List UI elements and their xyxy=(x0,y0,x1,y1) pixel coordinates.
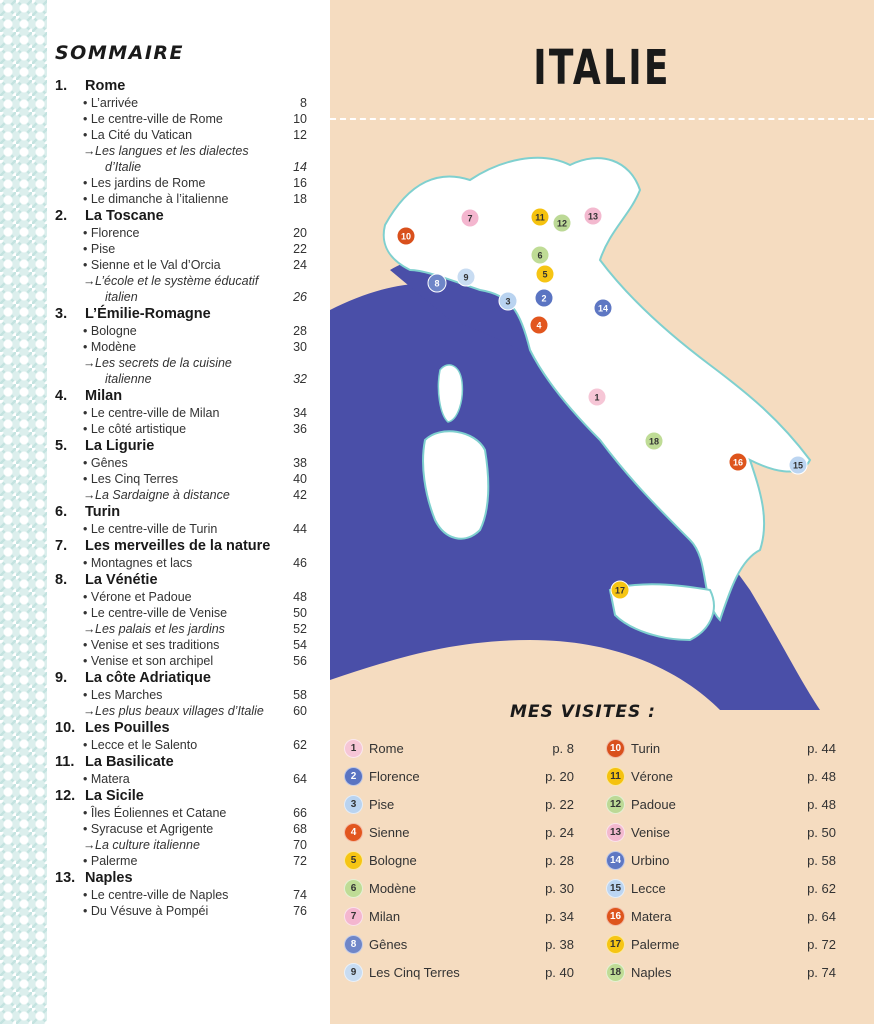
toc-entry-text: italien xyxy=(105,290,138,304)
visit-page: p. 40 xyxy=(545,964,574,980)
toc-entry-page: 62 xyxy=(293,738,307,752)
toc-entry-text: → La culture italienne xyxy=(83,837,277,853)
toc-chapter xyxy=(55,77,310,95)
toc-entry xyxy=(55,355,310,371)
visit-number-badge: 7 xyxy=(344,907,363,926)
toc-entry xyxy=(55,323,310,339)
toc-entry-text: • Venise et son archipel xyxy=(83,653,277,669)
toc-entry xyxy=(55,637,310,653)
toc-entry-page: 32 xyxy=(293,372,307,386)
visit-page: p. 28 xyxy=(545,852,574,868)
visit-page: p. 50 xyxy=(807,824,836,840)
visit-page: p. 30 xyxy=(545,880,574,896)
visit-name: Palerme xyxy=(631,936,680,952)
toc-list xyxy=(55,77,310,919)
toc-entry-text: • Le centre-ville de Rome xyxy=(83,111,277,127)
map-marker-label: 7 xyxy=(467,213,473,224)
toc-entry xyxy=(55,159,310,175)
toc-chapter-number: 12. xyxy=(55,788,76,804)
toc-entry xyxy=(55,421,310,437)
map-marker-label: 6 xyxy=(537,250,543,261)
toc-entry xyxy=(55,805,310,821)
visit-number-badge: 1 xyxy=(344,739,363,758)
visit-number-badge: 18 xyxy=(606,963,625,982)
toc-entry xyxy=(55,703,310,719)
visit-page: p. 58 xyxy=(807,852,836,868)
toc-entry-page: 8 xyxy=(300,96,307,110)
toc-title: SOMMAIRE xyxy=(55,42,185,64)
toc-entry xyxy=(55,95,310,111)
visit-number-badge: 6 xyxy=(344,879,363,898)
visit-row xyxy=(606,790,836,818)
toc-entry-page: 66 xyxy=(293,806,307,820)
visit-name: Padoue xyxy=(631,796,676,812)
visit-number-badge: 11 xyxy=(606,767,625,786)
toc-chapter-title: Rome xyxy=(85,78,126,94)
toc-entry-page: 44 xyxy=(293,522,307,536)
visit-name: Pise xyxy=(369,796,395,812)
visit-row xyxy=(606,734,836,762)
map-marker-label: 15 xyxy=(792,460,804,471)
toc-entry xyxy=(55,821,310,837)
toc-chapter-number: 2. xyxy=(55,208,68,224)
toc-chapter xyxy=(55,537,310,555)
toc-entry-page: 54 xyxy=(293,638,307,652)
visit-page: p. 74 xyxy=(807,964,836,980)
visit-name: Lecce xyxy=(631,880,666,896)
toc-entry-text: • Lecce et le Salento xyxy=(83,737,277,753)
map-marker-label: 17 xyxy=(614,585,626,596)
toc-chapter xyxy=(55,305,310,323)
toc-entry-page: 16 xyxy=(293,176,307,190)
toc-entry-page xyxy=(277,273,307,289)
visit-name: Vérone xyxy=(631,768,673,784)
map-marker-label: 12 xyxy=(556,218,568,229)
toc-entry-text: → Les plus beaux villages d’Italie xyxy=(83,703,277,719)
toc-chapter-title: Turin xyxy=(85,504,121,520)
toc-chapter xyxy=(55,719,310,737)
visit-name: Rome xyxy=(369,740,404,756)
toc-entry xyxy=(55,143,310,159)
toc-entry-page: 50 xyxy=(293,606,307,620)
visit-name: Gênes xyxy=(369,936,408,952)
visit-name: Modène xyxy=(369,880,416,896)
toc-entry xyxy=(55,605,310,621)
toc-entry-text: • Îles Éoliennes et Catane xyxy=(83,805,277,821)
toc-entry-page xyxy=(277,355,307,371)
visit-row xyxy=(606,846,836,874)
toc-entry xyxy=(55,471,310,487)
visit-number-badge: 2 xyxy=(344,767,363,786)
toc-entry-text: • Les jardins de Rome xyxy=(83,175,277,191)
visit-row xyxy=(344,762,574,790)
toc-entry-text: • Vérone et Padoue xyxy=(83,589,277,605)
decorative-border xyxy=(0,0,47,1024)
toc-entry-text: • Le centre-ville de Milan xyxy=(83,405,277,421)
map-panel xyxy=(330,0,874,1024)
toc-entry xyxy=(55,837,310,853)
visit-row xyxy=(606,958,836,986)
toc-chapter-number: 6. xyxy=(55,504,68,520)
toc-entry-text: → Les palais et les jardins xyxy=(83,621,277,637)
toc-chapter xyxy=(55,503,310,521)
toc-chapter-number: 9. xyxy=(55,670,68,686)
toc-entry xyxy=(55,273,310,289)
visit-number-badge: 16 xyxy=(606,907,625,926)
toc-entry-text: • Les Marches xyxy=(83,687,277,703)
visit-row xyxy=(606,902,836,930)
toc-entry-text: • Le centre-ville de Naples xyxy=(83,887,277,903)
toc-entry-page: 14 xyxy=(293,160,307,174)
toc-entry-page: 68 xyxy=(293,822,307,836)
toc-entry xyxy=(55,257,310,273)
toc-entry-text: • Montagnes et lacs xyxy=(83,555,277,571)
visit-name: Turin xyxy=(631,740,661,756)
map-marker-label: 18 xyxy=(648,436,660,447)
toc-entry xyxy=(55,589,310,605)
toc-entry-page: 42 xyxy=(293,488,307,502)
visit-number-badge: 3 xyxy=(344,795,363,814)
map-marker-label: 9 xyxy=(463,272,469,283)
toc-entry-text: • Le centre-ville de Venise xyxy=(83,605,277,621)
map-marker-label: 3 xyxy=(505,296,511,307)
toc-chapter xyxy=(55,669,310,687)
toc-entry-text: • Sienne et le Val d’Orcia xyxy=(83,257,277,273)
visit-page: p. 20 xyxy=(545,768,574,784)
toc-entry xyxy=(55,555,310,571)
toc-chapter-number: 1. xyxy=(55,78,68,94)
toc-chapter-number: 7. xyxy=(55,538,68,554)
toc-entry-text: • La Cité du Vatican xyxy=(83,127,277,143)
toc-entry-text: • Le dimanche à l’italienne xyxy=(83,191,277,207)
toc-entry-page: 38 xyxy=(293,456,307,470)
toc-entry-page: 70 xyxy=(293,838,307,852)
map-marker-label: 5 xyxy=(542,269,548,280)
italy-map xyxy=(330,120,874,710)
visit-page: p. 24 xyxy=(545,824,574,840)
visits-title: MES VISITES : xyxy=(510,702,656,722)
visits-list-left xyxy=(344,734,574,986)
visit-number-badge: 12 xyxy=(606,795,625,814)
visit-row xyxy=(606,874,836,902)
toc-entry-text: • Le côté artistique xyxy=(83,421,277,437)
map-marker-label: 4 xyxy=(536,320,542,331)
toc-entry xyxy=(55,371,310,387)
toc-chapter-title: Milan xyxy=(85,388,123,404)
toc-entry-page: 10 xyxy=(293,112,307,126)
toc-entry-text: • Pise xyxy=(83,241,277,257)
visit-row xyxy=(344,818,574,846)
visit-row xyxy=(344,930,574,958)
map-title: ITALIE xyxy=(533,40,671,96)
toc-entry-page: 74 xyxy=(293,888,307,902)
visit-page: p. 34 xyxy=(545,908,574,924)
toc-chapter-title: Naples xyxy=(85,870,133,886)
toc-entry-page: 24 xyxy=(293,258,307,272)
visit-row xyxy=(606,930,836,958)
toc-chapter-title: La Basilicate xyxy=(85,754,174,770)
toc-entry-text: → L’école et le système éducatif xyxy=(83,273,277,289)
toc-chapter xyxy=(55,571,310,589)
toc-chapter-number: 10. xyxy=(55,720,76,736)
toc-entry-page: 20 xyxy=(293,226,307,240)
visit-row xyxy=(606,818,836,846)
toc-chapter xyxy=(55,207,310,225)
toc-entry-page: 76 xyxy=(293,904,307,918)
visit-number-badge: 4 xyxy=(344,823,363,842)
toc-entry xyxy=(55,653,310,669)
toc-entry xyxy=(55,621,310,637)
toc-entry-text: • Gênes xyxy=(83,455,277,471)
toc-entry xyxy=(55,487,310,503)
visit-number-badge: 10 xyxy=(606,739,625,758)
toc-entry-text: • Bologne xyxy=(83,323,277,339)
toc-entry xyxy=(55,289,310,305)
toc-entry-text: • Palerme xyxy=(83,853,277,869)
visit-page: p. 22 xyxy=(545,796,574,812)
toc-entry xyxy=(55,127,310,143)
toc-entry xyxy=(55,191,310,207)
toc-entry-page: 30 xyxy=(293,340,307,354)
toc-entry-page: 58 xyxy=(293,688,307,702)
visit-number-badge: 17 xyxy=(606,935,625,954)
visit-number-badge: 13 xyxy=(606,823,625,842)
visit-number-badge: 15 xyxy=(606,879,625,898)
table-of-contents xyxy=(55,42,310,919)
visits-list-right xyxy=(606,734,836,986)
visit-page: p. 62 xyxy=(807,880,836,896)
toc-entry-page: 64 xyxy=(293,772,307,786)
toc-chapter-number: 8. xyxy=(55,572,68,588)
visit-row xyxy=(344,846,574,874)
toc-chapter-title: La Toscane xyxy=(85,208,164,224)
visit-number-badge: 14 xyxy=(606,851,625,870)
toc-entry-text: • L’arrivée xyxy=(83,95,277,111)
visit-row xyxy=(606,762,836,790)
map-marker-label: 8 xyxy=(434,278,440,289)
toc-entry xyxy=(55,687,310,703)
toc-entry-text: • Les Cinq Terres xyxy=(83,471,277,487)
toc-entry-text: → La Sardaigne à distance xyxy=(83,487,277,503)
visit-name: Urbino xyxy=(631,852,670,868)
toc-chapter xyxy=(55,753,310,771)
toc-entry-text: • Du Vésuve à Pompéi xyxy=(83,903,277,919)
toc-chapter-number: 13. xyxy=(55,870,76,886)
visit-row xyxy=(344,958,574,986)
toc-chapter-number: 3. xyxy=(55,306,68,322)
visit-name: Sienne xyxy=(369,824,410,840)
toc-entry-page: 52 xyxy=(293,622,307,636)
visit-page: p. 44 xyxy=(807,740,836,756)
toc-entry xyxy=(55,887,310,903)
visit-page: p. 38 xyxy=(545,936,574,952)
toc-entry-text: • Syracuse et Agrigente xyxy=(83,821,277,837)
visit-row xyxy=(344,734,574,762)
visit-page: p. 48 xyxy=(807,768,836,784)
toc-entry-page: 40 xyxy=(293,472,307,486)
toc-chapter xyxy=(55,787,310,805)
toc-entry xyxy=(55,521,310,537)
toc-entry-page: 34 xyxy=(293,406,307,420)
toc-chapter-title: Les Pouilles xyxy=(85,720,170,736)
toc-entry xyxy=(55,903,310,919)
toc-entry-page xyxy=(277,143,307,159)
toc-chapter xyxy=(55,387,310,405)
toc-entry-page: 36 xyxy=(293,422,307,436)
toc-entry-text: • Venise et ses traditions xyxy=(83,637,277,653)
toc-entry-page: 18 xyxy=(293,192,307,206)
toc-chapter-title: Les merveilles de la nature xyxy=(85,538,271,554)
visit-page: p. 72 xyxy=(807,936,836,952)
toc-entry xyxy=(55,853,310,869)
toc-entry-page: 72 xyxy=(293,854,307,868)
visit-name: Matera xyxy=(631,908,672,924)
toc-entry xyxy=(55,771,310,787)
toc-entry-text: • Florence xyxy=(83,225,277,241)
visit-number-badge: 5 xyxy=(344,851,363,870)
toc-entry-page: 48 xyxy=(293,590,307,604)
visit-name: Naples xyxy=(631,964,672,980)
toc-entry-text: d’Italie xyxy=(105,160,142,174)
map-marker-label: 10 xyxy=(400,231,412,242)
toc-entry xyxy=(55,339,310,355)
visit-name: Milan xyxy=(369,908,401,924)
toc-entry-text: → Les langues et les dialectes xyxy=(83,143,277,159)
toc-entry xyxy=(55,405,310,421)
toc-entry-text: • Modène xyxy=(83,339,277,355)
visit-page: p. 48 xyxy=(807,796,836,812)
visit-row xyxy=(344,790,574,818)
map-marker-label: 2 xyxy=(541,293,547,304)
toc-entry-text: → Les secrets de la cuisine xyxy=(83,355,277,371)
visit-name: Florence xyxy=(369,768,420,784)
toc-chapter-number: 4. xyxy=(55,388,68,404)
toc-entry-page: 60 xyxy=(293,704,307,718)
toc-entry-text: • Le centre-ville de Turin xyxy=(83,521,277,537)
visit-name: Les Cinq Terres xyxy=(369,964,460,980)
toc-entry-page: 46 xyxy=(293,556,307,570)
visit-row xyxy=(344,874,574,902)
toc-entry xyxy=(55,225,310,241)
toc-chapter-number: 5. xyxy=(55,438,68,454)
toc-chapter-title: La Ligurie xyxy=(85,438,155,454)
map-marker-label: 11 xyxy=(535,212,545,223)
visit-row xyxy=(344,902,574,930)
toc-chapter-title: La Vénétie xyxy=(85,572,158,588)
visit-page: p. 64 xyxy=(807,908,836,924)
visit-number-badge: 9 xyxy=(344,963,363,982)
toc-entry-page: 12 xyxy=(293,128,307,142)
map-marker-label: 1 xyxy=(594,392,600,403)
toc-entry-page: 28 xyxy=(293,324,307,338)
toc-entry xyxy=(55,111,310,127)
toc-entry-text: italienne xyxy=(105,372,152,386)
toc-entry-page: 22 xyxy=(293,242,307,256)
toc-entry xyxy=(55,737,310,753)
toc-chapter-title: La Sicile xyxy=(85,788,144,804)
toc-chapter-title: La côte Adriatique xyxy=(85,670,211,686)
toc-entry xyxy=(55,455,310,471)
toc-entry-text: • Matera xyxy=(83,771,277,787)
toc-chapter xyxy=(55,869,310,887)
toc-entry xyxy=(55,241,310,257)
toc-entry-page: 26 xyxy=(293,290,307,304)
visit-name: Bologne xyxy=(369,852,417,868)
visit-number-badge: 8 xyxy=(344,935,363,954)
visit-name: Venise xyxy=(631,824,671,840)
visit-page: p. 8 xyxy=(552,740,574,756)
toc-chapter-number: 11. xyxy=(55,754,75,770)
map-marker-label: 13 xyxy=(587,211,599,222)
toc-entry xyxy=(55,175,310,191)
map-marker-label: 16 xyxy=(732,457,744,468)
toc-chapter xyxy=(55,437,310,455)
toc-chapter-title: L’Émilie-Romagne xyxy=(85,306,211,322)
toc-entry-page: 56 xyxy=(293,654,307,668)
map-marker-label: 14 xyxy=(597,303,609,314)
